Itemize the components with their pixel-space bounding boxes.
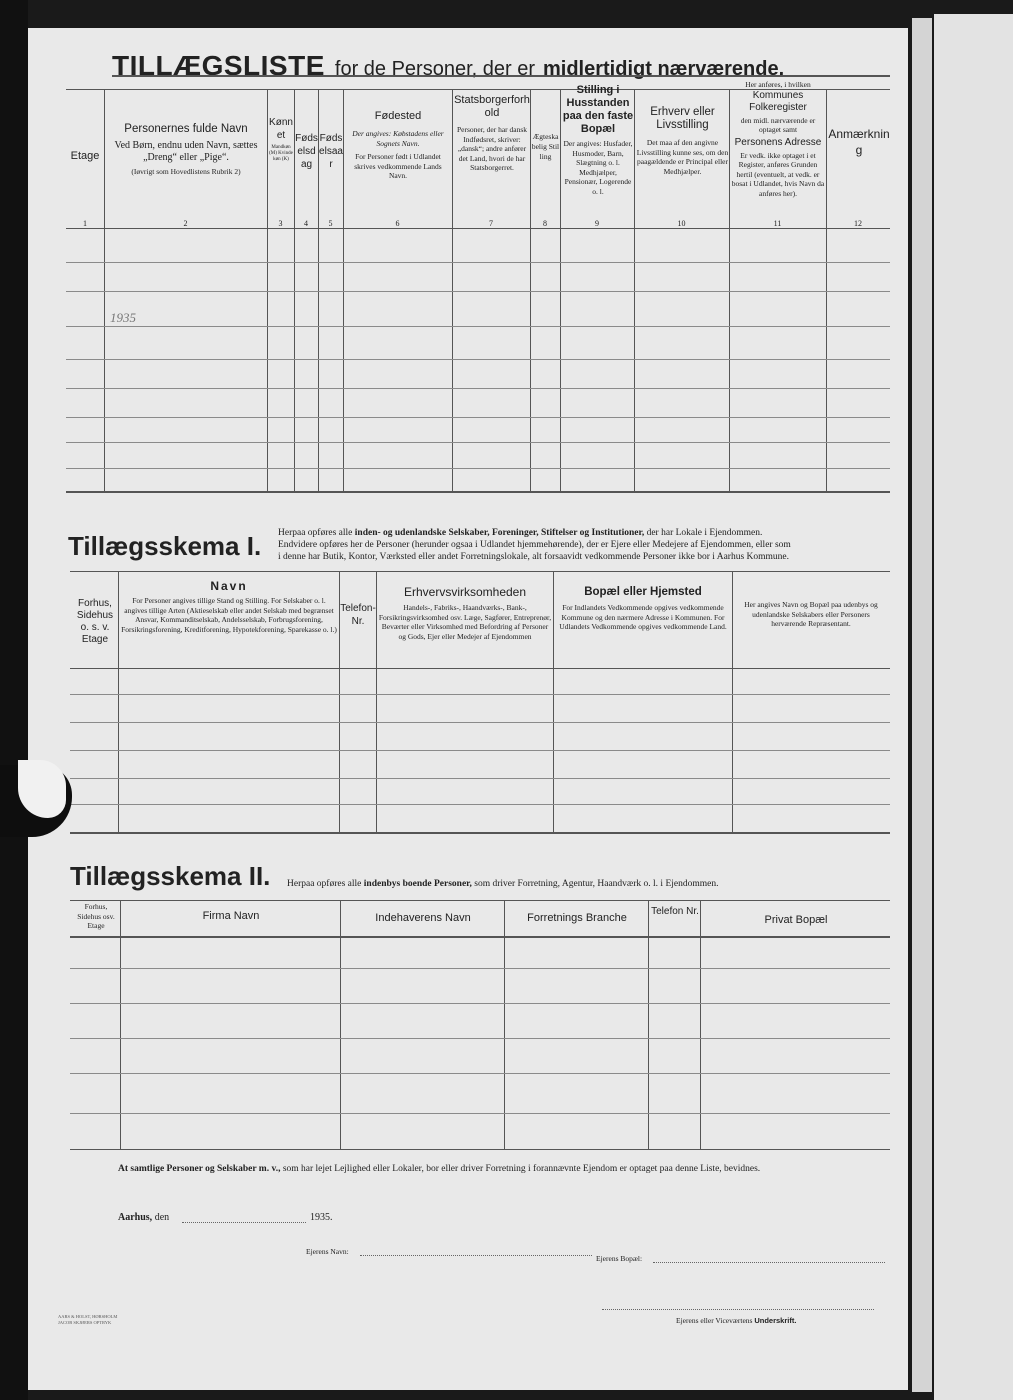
main-title (112, 50, 892, 82)
t1-folkeregister-note2: Er vedk. ikke optaget i et Register, anføres Grunden hertil (eventuelt, at vedk. er bosat i Udlandet, hvis Navn da anføres her). (731, 150, 825, 198)
intro-part: indenbys boende Personer, (363, 879, 472, 889)
den-label: den (154, 1212, 170, 1223)
t1-colnum: 10 (677, 219, 686, 228)
title-sub: for de Personer, der er (334, 58, 535, 80)
skema1-intro-line1 (278, 527, 900, 539)
t1-fodested-note2: For Personer født i Udlandet skrives vedkommende Lands Navn. (354, 152, 442, 180)
printer-mark (58, 1314, 117, 1326)
printer-line-2: JACOB SKJØERS OPTRYK (58, 1320, 112, 1325)
s1-bopael-note: For Indlandets Vedkommende opgives vedkommende Kommune og den nærmere Adresse i Kommunen. For Udlandets Vedkommende opgives vedkommende Land. (559, 603, 727, 631)
owner-name-label: Ejerens Navn: (306, 1247, 349, 1256)
t1-header-erhverv (636, 106, 729, 176)
t1-fodested-title: Fødested (374, 110, 422, 122)
skema2-intro (287, 879, 718, 889)
binder-edge (0, 0, 28, 1400)
t1-name-note2: (Iøvrigt som Hovedlistens Rubrik 2) (131, 167, 241, 176)
attest-part: som har lejet Lejlighed eller Lokaler, bor eller driver Forretning i forannævnte Ejendom er optaget paa denne Liste, bevidnes. (282, 1164, 761, 1174)
t1-colnum: 9 (595, 219, 599, 228)
t1-statsborger-note: Personer, der har dansk Indfødsret, skriver: „dansk“; andre anfører det Land, hvori de har Statsborgerret. (456, 125, 528, 172)
title-big: TILLÆGSLISTE (112, 50, 325, 81)
s2-header-firma: Firma Navn (202, 910, 260, 922)
t1-colnum: 3 (278, 219, 283, 228)
printer-line-1: AARS & HOLST, HØRSHOLM (58, 1314, 118, 1319)
next-page-edge (934, 14, 1013, 1400)
t1-colnum: 12 (854, 219, 862, 228)
t1-folkeregister-title: Kommunes Folkeregister (749, 89, 807, 113)
skema1-intro-line2: Endvidere opføres her de Personer (herunder ogsaa i Udlandet hjemmehørende), der er Ejere eller Medejere af Ejendommen, eller som (278, 540, 791, 550)
s2-header-telefon: Telefon Nr. (651, 906, 699, 917)
t1-stilling-title: Stilling i Husstanden paa den faste Bopæl (562, 84, 634, 135)
s1-erhverv-note: Handels-, Fabriks-, Haandværks-, Bank-, Forsikringsvirksomhed osv. Læge, Sagfører, Entreprenør, Beværter eller Virksomhed med Befordring af Personer og Gods, Ejer eller Medejer af Ejendommen (378, 603, 552, 641)
year: 1935. (310, 1212, 333, 1223)
t1-header-statsborger (454, 94, 530, 173)
s2-header-indehaver: Indehaverens Navn (375, 912, 471, 924)
s2-header-etage: Forhus, Sidehus osv. Etage (77, 902, 115, 930)
s1-header-repraesentant (734, 600, 888, 629)
t1-header-folkeregister (730, 80, 826, 198)
s2-header-privat: Privat Bopæl (764, 914, 828, 926)
t1-header-name (106, 123, 266, 177)
s1-header-telefon: Telefon-Nr. (340, 603, 376, 627)
t1-header-fodselsdag: Fødselsdag (295, 133, 318, 170)
t1-header-etage: Etage (70, 150, 100, 162)
signature-part: Underskrift. (754, 1316, 797, 1325)
t1-stilling-note: Der angives: Husfader, Husmoder, Barn, Slægtning o. l. Medhjælper, Pensionær, Logerende o. l. (563, 139, 633, 196)
t1-name-title: Personernes fulde Navn (124, 123, 248, 135)
t1-colnum: 8 (543, 219, 547, 228)
s1-header-etage: Forhus, Sidehus o. s. v. Etage (76, 598, 114, 645)
t1-header-stilling (562, 84, 634, 196)
intro-part: som driver Forretning, Agentur, Haandværk o. l. i Ejendommen. (474, 879, 719, 889)
handwritten-mark: 1935 (110, 310, 136, 325)
t1-folkeregister-note: den midl. nærværende er optaget samt (740, 115, 816, 134)
s1-erhverv-title: Erhvervsvirksomheden (403, 585, 527, 599)
t1-colnum: 11 (773, 219, 782, 228)
t1-folkeregister-pre: Her anføres, i hvilken (745, 80, 811, 89)
s1-navn-title: Navn (210, 579, 248, 593)
t1-erhverv-title: Erhverv eller Livsstilling (650, 106, 715, 131)
attest-part: At samtlige Personer og Selskaber m. v., (118, 1164, 281, 1174)
owner-name-field[interactable] (360, 1255, 592, 1256)
t1-kon-note: Mandkøn (M) Kvindekøn (K) (269, 145, 293, 162)
t1-erhverv-note: Det maa af den angivne Livsstilling kunne ses, om den paagældende er Principal eller Medhjælper. (636, 138, 729, 176)
owner-address-label: Ejerens Bopæl: (596, 1254, 643, 1263)
s1-bopael-title: Bopæl eller Hjemsted (584, 586, 702, 598)
owner-address-field[interactable] (653, 1262, 885, 1263)
s1-navn-note: For Personer angives tillige Stand og Stilling. For Selskaber o. l. angives tillige Arten (Aktieselskab eller andet Selskab med begrænset Ansvar, Kommanditselskab, Andelsselskab, Forbrugsforening, Forsikringsforening, Kreditforening, Hypotekforening, Sparekasse o. l.) (121, 596, 337, 634)
s2-header-branche: Forretnings Branche (527, 912, 627, 924)
attestation (118, 1162, 890, 1176)
skema1-title: Tillægsskema I. (68, 531, 262, 561)
t1-colnum: 4 (304, 219, 308, 228)
intro-part: der har Lokale i Ejendommen. (646, 528, 763, 538)
t1-colnum: 6 (395, 219, 400, 228)
date-field[interactable] (182, 1222, 306, 1223)
s1-header-navn (120, 580, 338, 634)
date-line (118, 1212, 169, 1223)
t1-kon-title: Kønnet (269, 117, 293, 141)
t1-header-kon (268, 116, 294, 163)
t1-colnum: 1 (83, 219, 87, 228)
intro-part: Herpaa opføres alle (278, 528, 353, 538)
s1-header-bopael (555, 586, 731, 632)
s1-repraesentant-note: Her angives Navn og Bopæl paa udenbys og udenlandske Selskabers eller Personers herværende Repræsentant. (744, 600, 878, 628)
t1-fodested-note: Der angives: Købstadens eller Sognets Navn. (352, 129, 444, 148)
t1-header-fodested (345, 110, 451, 181)
signature-field[interactable] (602, 1309, 874, 1310)
city: Aarhus, (118, 1212, 153, 1223)
skema1-intro (278, 527, 900, 563)
t1-statsborger-title: Statsborgerforhold (454, 94, 530, 119)
title-bold-end: midlertidigt nærværende. (543, 58, 785, 80)
t1-colnum: 5 (328, 219, 333, 228)
t1-folkeregister-title2: Personens Adresse (734, 136, 822, 148)
s1-header-erhverv (378, 586, 552, 641)
intro-part: Herpaa opføres alle (287, 879, 362, 889)
signature-label (676, 1316, 796, 1325)
skema2-title: Tillægsskema II. (70, 861, 271, 891)
t1-name-note: Ved Børn, endnu uden Navn, sættes „Dreng“ eller „Pige“. (114, 140, 258, 163)
t1-header-anmaerkning: Anmærkning (828, 127, 890, 157)
form-page (28, 28, 908, 1390)
page-fold (912, 18, 932, 1392)
intro-part: inden- og udenlandske Selskaber, Foreninger, Stiftelser og Institutioner, (354, 528, 645, 538)
t1-header-aegteskabelig: Ægteskabelig Stilling (531, 132, 560, 161)
skema1-intro-line3: i denne har Butik, Kontor, Værksted eller andet Forretningslokale, alt forsaavidt vedkommende Personer ikke bor i Aarhus Kommune. (278, 552, 790, 562)
t1-header-fodselsaar: Fødselsaar (319, 133, 343, 170)
t1-colnum: 7 (489, 219, 493, 228)
t1-colnum: 2 (183, 219, 188, 228)
signature-part: Ejerens eller Viceværtens (676, 1316, 753, 1325)
